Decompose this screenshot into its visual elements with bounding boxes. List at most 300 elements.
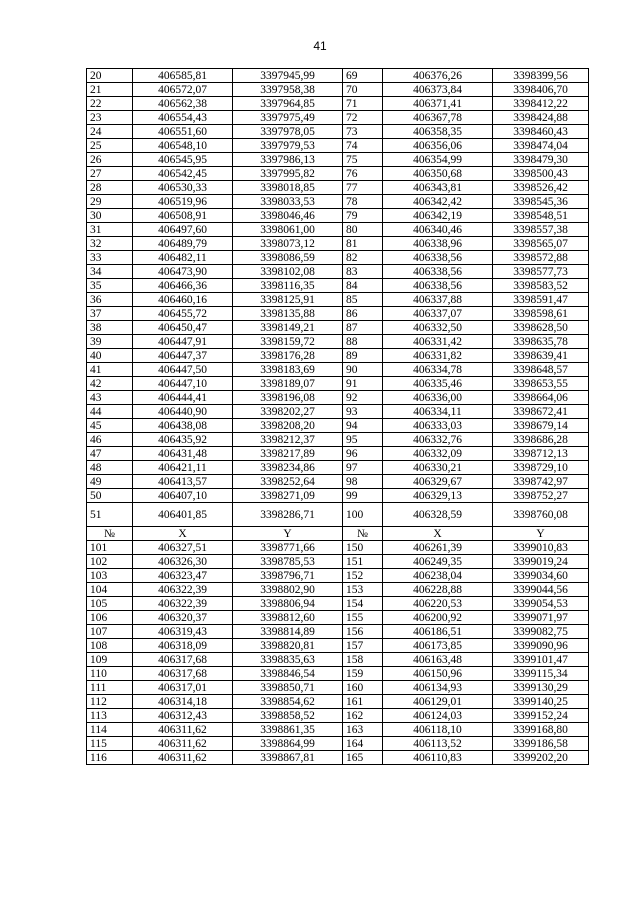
x-coordinate-cell: 406460,16 — [133, 293, 233, 307]
y-coordinate-cell: 3398686,28 — [493, 433, 589, 447]
y-coordinate-cell: 3398183,69 — [233, 363, 343, 377]
point-number-cell: 92 — [343, 391, 383, 405]
point-number-cell: 81 — [343, 237, 383, 251]
point-number-cell: 79 — [343, 209, 383, 223]
table-row — [87, 653, 589, 667]
y-coordinate-cell: 3399054,53 — [493, 597, 589, 611]
x-coordinate-cell: 406447,50 — [133, 363, 233, 377]
y-coordinate-cell: 3398577,73 — [493, 265, 589, 279]
header-cell: X — [383, 527, 493, 541]
point-number-cell: 106 — [87, 611, 133, 625]
point-number-cell: 90 — [343, 363, 383, 377]
point-number-cell: 22 — [87, 97, 133, 111]
point-number-cell: 156 — [343, 625, 383, 639]
y-coordinate-cell: 3398033,53 — [233, 195, 343, 209]
x-coordinate-cell: 406320,37 — [133, 611, 233, 625]
y-coordinate-cell: 3397964,85 — [233, 97, 343, 111]
point-number-cell: 23 — [87, 111, 133, 125]
x-coordinate-cell: 406373,84 — [383, 83, 493, 97]
x-coordinate-cell: 406332,76 — [383, 433, 493, 447]
header-cell: X — [133, 527, 233, 541]
x-coordinate-cell: 406220,53 — [383, 597, 493, 611]
x-coordinate-cell: 406163,48 — [383, 653, 493, 667]
x-coordinate-cell: 406482,11 — [133, 251, 233, 265]
table-row — [87, 569, 589, 583]
table-row — [87, 321, 589, 335]
y-coordinate-cell: 3399090,96 — [493, 639, 589, 653]
x-coordinate-cell: 406542,45 — [133, 167, 233, 181]
table-row — [87, 69, 589, 83]
x-coordinate-cell: 406356,06 — [383, 139, 493, 153]
point-number-cell: 44 — [87, 405, 133, 419]
y-coordinate-cell: 3398861,35 — [233, 723, 343, 737]
y-coordinate-cell: 3398102,08 — [233, 265, 343, 279]
point-number-cell: 93 — [343, 405, 383, 419]
x-coordinate-cell: 406435,92 — [133, 433, 233, 447]
x-coordinate-cell: 406334,11 — [383, 405, 493, 419]
y-coordinate-cell: 3398234,86 — [233, 461, 343, 475]
x-coordinate-cell: 406572,07 — [133, 83, 233, 97]
y-coordinate-cell: 3398796,71 — [233, 569, 343, 583]
point-number-cell: 42 — [87, 377, 133, 391]
x-coordinate-cell: 406331,82 — [383, 349, 493, 363]
x-coordinate-cell: 406401,85 — [133, 503, 233, 527]
point-number-cell: 24 — [87, 125, 133, 139]
x-coordinate-cell: 406342,42 — [383, 195, 493, 209]
y-coordinate-cell: 3398653,55 — [493, 377, 589, 391]
table-row — [87, 251, 589, 265]
y-coordinate-cell: 3398271,09 — [233, 489, 343, 503]
x-coordinate-cell: 406358,35 — [383, 125, 493, 139]
table-row — [87, 723, 589, 737]
point-number-cell: 155 — [343, 611, 383, 625]
point-number-cell: 28 — [87, 181, 133, 195]
x-coordinate-cell: 406200,92 — [383, 611, 493, 625]
x-coordinate-cell: 406338,56 — [383, 279, 493, 293]
y-coordinate-cell: 3399082,75 — [493, 625, 589, 639]
x-coordinate-cell: 406228,88 — [383, 583, 493, 597]
y-coordinate-cell: 3398854,62 — [233, 695, 343, 709]
point-number-cell: 49 — [87, 475, 133, 489]
header-cell: № — [343, 527, 383, 541]
y-coordinate-cell: 3398712,13 — [493, 447, 589, 461]
point-number-cell: 104 — [87, 583, 133, 597]
y-coordinate-cell: 3398116,35 — [233, 279, 343, 293]
point-number-cell: 75 — [343, 153, 383, 167]
y-coordinate-cell: 3398125,91 — [233, 293, 343, 307]
table-row — [87, 167, 589, 181]
y-coordinate-cell: 3398018,85 — [233, 181, 343, 195]
table-row — [87, 583, 589, 597]
table-row — [87, 667, 589, 681]
point-number-cell: 116 — [87, 751, 133, 765]
table-row — [87, 461, 589, 475]
x-coordinate-cell: 406173,85 — [383, 639, 493, 653]
x-coordinate-cell: 406407,10 — [133, 489, 233, 503]
point-number-cell: 158 — [343, 653, 383, 667]
y-coordinate-cell: 3398752,27 — [493, 489, 589, 503]
point-number-cell: 27 — [87, 167, 133, 181]
x-coordinate-cell: 406322,39 — [133, 597, 233, 611]
x-coordinate-cell: 406447,91 — [133, 335, 233, 349]
x-coordinate-cell: 406311,62 — [133, 751, 233, 765]
point-number-cell: 78 — [343, 195, 383, 209]
point-number-cell: 43 — [87, 391, 133, 405]
x-coordinate-cell: 406376,26 — [383, 69, 493, 83]
table-row — [87, 555, 589, 569]
x-coordinate-cell: 406331,42 — [383, 335, 493, 349]
x-coordinate-cell: 406340,46 — [383, 223, 493, 237]
y-coordinate-cell: 3398189,07 — [233, 377, 343, 391]
x-coordinate-cell: 406350,68 — [383, 167, 493, 181]
y-coordinate-cell: 3397978,05 — [233, 125, 343, 139]
table-row — [87, 83, 589, 97]
point-number-cell: 30 — [87, 209, 133, 223]
point-number-cell: 99 — [343, 489, 383, 503]
header-cell: № — [87, 527, 133, 541]
x-coordinate-cell: 406110,83 — [383, 751, 493, 765]
x-coordinate-cell: 406530,33 — [133, 181, 233, 195]
table-row — [87, 181, 589, 195]
y-coordinate-cell: 3398399,56 — [493, 69, 589, 83]
table-row — [87, 97, 589, 111]
y-coordinate-cell: 3399034,60 — [493, 569, 589, 583]
x-coordinate-cell: 406438,08 — [133, 419, 233, 433]
y-coordinate-cell: 3397975,49 — [233, 111, 343, 125]
table-row — [87, 363, 589, 377]
point-number-cell: 165 — [343, 751, 383, 765]
y-coordinate-cell: 3398073,12 — [233, 237, 343, 251]
y-coordinate-cell: 3398548,51 — [493, 209, 589, 223]
x-coordinate-cell: 406450,47 — [133, 321, 233, 335]
y-coordinate-cell: 3398526,42 — [493, 181, 589, 195]
point-number-cell: 41 — [87, 363, 133, 377]
y-coordinate-cell: 3398591,47 — [493, 293, 589, 307]
table-row — [87, 111, 589, 125]
table-row — [87, 223, 589, 237]
point-number-cell: 86 — [343, 307, 383, 321]
x-coordinate-cell: 406473,90 — [133, 265, 233, 279]
point-number-cell: 84 — [343, 279, 383, 293]
table-row — [87, 625, 589, 639]
point-number-cell: 33 — [87, 251, 133, 265]
y-coordinate-cell: 3398812,60 — [233, 611, 343, 625]
x-coordinate-cell: 406335,46 — [383, 377, 493, 391]
x-coordinate-cell: 406118,10 — [383, 723, 493, 737]
point-number-cell: 112 — [87, 695, 133, 709]
x-coordinate-cell: 406319,43 — [133, 625, 233, 639]
point-number-cell: 113 — [87, 709, 133, 723]
y-coordinate-cell: 3397979,53 — [233, 139, 343, 153]
table-row — [87, 475, 589, 489]
point-number-cell: 69 — [343, 69, 383, 83]
y-coordinate-cell: 3398846,54 — [233, 667, 343, 681]
point-number-cell: 85 — [343, 293, 383, 307]
x-coordinate-cell: 406354,99 — [383, 153, 493, 167]
point-number-cell: 38 — [87, 321, 133, 335]
x-coordinate-cell: 406413,57 — [133, 475, 233, 489]
point-number-cell: 162 — [343, 709, 383, 723]
point-number-cell: 87 — [343, 321, 383, 335]
y-coordinate-cell: 3397995,82 — [233, 167, 343, 181]
point-number-cell: 20 — [87, 69, 133, 83]
x-coordinate-cell: 406134,93 — [383, 681, 493, 695]
point-number-cell: 36 — [87, 293, 133, 307]
x-coordinate-cell: 406312,43 — [133, 709, 233, 723]
y-coordinate-cell: 3398672,41 — [493, 405, 589, 419]
x-coordinate-cell: 406421,11 — [133, 461, 233, 475]
x-coordinate-cell: 406447,10 — [133, 377, 233, 391]
point-number-cell: 26 — [87, 153, 133, 167]
x-coordinate-cell: 406329,67 — [383, 475, 493, 489]
x-coordinate-cell: 406129,01 — [383, 695, 493, 709]
y-coordinate-cell: 3398149,21 — [233, 321, 343, 335]
y-coordinate-cell: 3398771,66 — [233, 541, 343, 555]
point-number-cell: 150 — [343, 541, 383, 555]
x-coordinate-cell: 406551,60 — [133, 125, 233, 139]
point-number-cell: 154 — [343, 597, 383, 611]
point-number-cell: 32 — [87, 237, 133, 251]
y-coordinate-cell: 3397986,13 — [233, 153, 343, 167]
y-coordinate-cell: 3398583,52 — [493, 279, 589, 293]
point-number-cell: 111 — [87, 681, 133, 695]
point-number-cell: 103 — [87, 569, 133, 583]
point-number-cell: 50 — [87, 489, 133, 503]
point-number-cell: 48 — [87, 461, 133, 475]
y-coordinate-cell: 3398208,20 — [233, 419, 343, 433]
y-coordinate-cell: 3398598,61 — [493, 307, 589, 321]
table-row — [87, 639, 589, 653]
x-coordinate-cell: 406545,95 — [133, 153, 233, 167]
y-coordinate-cell: 3398864,99 — [233, 737, 343, 751]
point-number-cell: 105 — [87, 597, 133, 611]
point-number-cell: 161 — [343, 695, 383, 709]
y-coordinate-cell: 3397945,99 — [233, 69, 343, 83]
y-coordinate-cell: 3399019,24 — [493, 555, 589, 569]
point-number-cell: 34 — [87, 265, 133, 279]
table-row — [87, 265, 589, 279]
point-number-cell: 89 — [343, 349, 383, 363]
point-number-cell: 70 — [343, 83, 383, 97]
y-coordinate-cell: 3399130,29 — [493, 681, 589, 695]
table-row — [87, 597, 589, 611]
y-coordinate-cell: 3398159,72 — [233, 335, 343, 349]
x-coordinate-cell: 406330,21 — [383, 461, 493, 475]
table-row — [87, 489, 589, 503]
point-number-cell: 160 — [343, 681, 383, 695]
point-number-cell: 76 — [343, 167, 383, 181]
x-coordinate-cell: 406311,62 — [133, 737, 233, 751]
point-number-cell: 31 — [87, 223, 133, 237]
point-number-cell: 83 — [343, 265, 383, 279]
x-coordinate-cell: 406338,56 — [383, 265, 493, 279]
x-coordinate-cell: 406334,78 — [383, 363, 493, 377]
x-coordinate-cell: 406113,52 — [383, 737, 493, 751]
point-number-cell: 73 — [343, 125, 383, 139]
y-coordinate-cell: 3398086,59 — [233, 251, 343, 265]
table-row — [87, 377, 589, 391]
table-row — [87, 447, 589, 461]
y-coordinate-cell: 3398135,88 — [233, 307, 343, 321]
table-row — [87, 195, 589, 209]
x-coordinate-cell: 406261,39 — [383, 541, 493, 555]
coordinates-table — [86, 68, 589, 765]
point-number-cell: 102 — [87, 555, 133, 569]
x-coordinate-cell: 406326,30 — [133, 555, 233, 569]
y-coordinate-cell: 3397958,38 — [233, 83, 343, 97]
y-coordinate-cell: 3398760,08 — [493, 503, 589, 527]
x-coordinate-cell: 406150,96 — [383, 667, 493, 681]
point-number-cell: 115 — [87, 737, 133, 751]
y-coordinate-cell: 3398286,71 — [233, 503, 343, 527]
y-coordinate-cell: 3398406,70 — [493, 83, 589, 97]
y-coordinate-cell: 3398858,52 — [233, 709, 343, 723]
table-row — [87, 695, 589, 709]
y-coordinate-cell: 3399140,25 — [493, 695, 589, 709]
y-coordinate-cell: 3398867,81 — [233, 751, 343, 765]
x-coordinate-cell: 406519,96 — [133, 195, 233, 209]
point-number-cell: 101 — [87, 541, 133, 555]
x-coordinate-cell: 406314,18 — [133, 695, 233, 709]
point-number-cell: 21 — [87, 83, 133, 97]
table-row — [87, 125, 589, 139]
point-number-cell: 71 — [343, 97, 383, 111]
y-coordinate-cell: 3398729,10 — [493, 461, 589, 475]
table-row — [87, 153, 589, 167]
point-number-cell: 91 — [343, 377, 383, 391]
y-coordinate-cell: 3398820,81 — [233, 639, 343, 653]
y-coordinate-cell: 3399115,34 — [493, 667, 589, 681]
y-coordinate-cell: 3398046,46 — [233, 209, 343, 223]
x-coordinate-cell: 406327,51 — [133, 541, 233, 555]
x-coordinate-cell: 406333,03 — [383, 419, 493, 433]
x-coordinate-cell: 406124,03 — [383, 709, 493, 723]
y-coordinate-cell: 3399186,58 — [493, 737, 589, 751]
y-coordinate-cell: 3399044,56 — [493, 583, 589, 597]
table-row — [87, 335, 589, 349]
point-number-cell: 25 — [87, 139, 133, 153]
x-coordinate-cell: 406328,59 — [383, 503, 493, 527]
x-coordinate-cell: 406466,36 — [133, 279, 233, 293]
point-number-cell: 82 — [343, 251, 383, 265]
point-number-cell: 39 — [87, 335, 133, 349]
y-coordinate-cell: 3398460,43 — [493, 125, 589, 139]
point-number-cell: 153 — [343, 583, 383, 597]
table-row — [87, 391, 589, 405]
y-coordinate-cell: 3398635,78 — [493, 335, 589, 349]
point-number-cell: 77 — [343, 181, 383, 195]
point-number-cell: 159 — [343, 667, 383, 681]
y-coordinate-cell: 3398806,94 — [233, 597, 343, 611]
x-coordinate-cell: 406317,01 — [133, 681, 233, 695]
point-number-cell: 29 — [87, 195, 133, 209]
table-row — [87, 433, 589, 447]
y-coordinate-cell: 3398500,43 — [493, 167, 589, 181]
x-coordinate-cell: 406342,19 — [383, 209, 493, 223]
y-coordinate-cell: 3399010,83 — [493, 541, 589, 555]
y-coordinate-cell: 3398814,89 — [233, 625, 343, 639]
x-coordinate-cell: 406338,96 — [383, 237, 493, 251]
table-row — [87, 307, 589, 321]
y-coordinate-cell: 3398196,08 — [233, 391, 343, 405]
x-coordinate-cell: 406317,68 — [133, 653, 233, 667]
x-coordinate-cell: 406337,88 — [383, 293, 493, 307]
point-number-cell: 98 — [343, 475, 383, 489]
point-number-cell: 80 — [343, 223, 383, 237]
table-row — [87, 237, 589, 251]
point-number-cell: 47 — [87, 447, 133, 461]
x-coordinate-cell: 406336,00 — [383, 391, 493, 405]
x-coordinate-cell: 406497,60 — [133, 223, 233, 237]
y-coordinate-cell: 3398679,14 — [493, 419, 589, 433]
y-coordinate-cell: 3398474,04 — [493, 139, 589, 153]
point-number-cell: 152 — [343, 569, 383, 583]
point-number-cell: 151 — [343, 555, 383, 569]
x-coordinate-cell: 406317,68 — [133, 667, 233, 681]
y-coordinate-cell: 3398061,00 — [233, 223, 343, 237]
point-number-cell: 163 — [343, 723, 383, 737]
table-row — [87, 405, 589, 419]
y-coordinate-cell: 3399071,97 — [493, 611, 589, 625]
x-coordinate-cell: 406186,51 — [383, 625, 493, 639]
point-number-cell: 88 — [343, 335, 383, 349]
y-coordinate-cell: 3398479,30 — [493, 153, 589, 167]
point-number-cell: 45 — [87, 419, 133, 433]
point-number-cell: 107 — [87, 625, 133, 639]
table-row — [87, 611, 589, 625]
y-coordinate-cell: 3399168,80 — [493, 723, 589, 737]
y-coordinate-cell: 3398628,50 — [493, 321, 589, 335]
y-coordinate-cell: 3399101,47 — [493, 653, 589, 667]
x-coordinate-cell: 406322,39 — [133, 583, 233, 597]
table-row — [87, 209, 589, 223]
x-coordinate-cell: 406367,78 — [383, 111, 493, 125]
y-coordinate-cell: 3398252,64 — [233, 475, 343, 489]
table-row — [87, 503, 589, 527]
y-coordinate-cell: 3398202,27 — [233, 405, 343, 419]
point-number-cell: 94 — [343, 419, 383, 433]
y-coordinate-cell: 3398424,88 — [493, 111, 589, 125]
point-number-cell: 100 — [343, 503, 383, 527]
y-coordinate-cell: 3398565,07 — [493, 237, 589, 251]
y-coordinate-cell: 3398412,22 — [493, 97, 589, 111]
table-row — [87, 737, 589, 751]
y-coordinate-cell: 3398176,28 — [233, 349, 343, 363]
y-coordinate-cell: 3399152,24 — [493, 709, 589, 723]
x-coordinate-cell: 406318,09 — [133, 639, 233, 653]
point-number-cell: 37 — [87, 307, 133, 321]
point-number-cell: 35 — [87, 279, 133, 293]
header-cell: Y — [233, 527, 343, 541]
x-coordinate-cell: 406431,48 — [133, 447, 233, 461]
point-number-cell: 164 — [343, 737, 383, 751]
x-coordinate-cell: 406444,41 — [133, 391, 233, 405]
y-coordinate-cell: 3399202,20 — [493, 751, 589, 765]
x-coordinate-cell: 406447,37 — [133, 349, 233, 363]
point-number-cell: 95 — [343, 433, 383, 447]
point-number-cell: 72 — [343, 111, 383, 125]
x-coordinate-cell: 406585,81 — [133, 69, 233, 83]
point-number-cell: 46 — [87, 433, 133, 447]
x-coordinate-cell: 406332,09 — [383, 447, 493, 461]
x-coordinate-cell: 406343,81 — [383, 181, 493, 195]
table-row — [87, 419, 589, 433]
table-row — [87, 681, 589, 695]
y-coordinate-cell: 3398217,89 — [233, 447, 343, 461]
point-number-cell: 110 — [87, 667, 133, 681]
x-coordinate-cell: 406554,43 — [133, 111, 233, 125]
table-row — [87, 293, 589, 307]
